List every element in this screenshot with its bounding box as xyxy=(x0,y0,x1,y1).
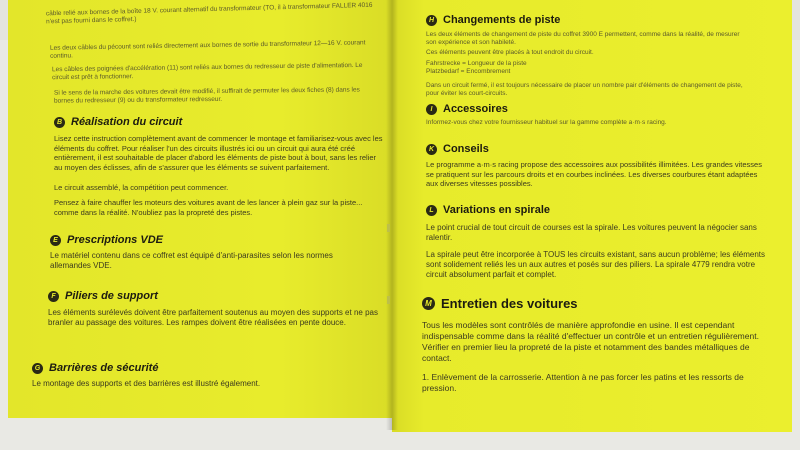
section-g-para-1: Le montage des supports et des barrières est illustré également. xyxy=(32,379,261,388)
section-l-para-1: Le point crucial de tout circuit de courses est la spirale. Les voitures peuvent la négocier sans ralentir. xyxy=(426,223,757,242)
section-m-title: Entretien des voitures xyxy=(441,296,578,311)
section-i-para-1: Informez-vous chez votre fournisseur habituel sur la gamme complète a·m·s racing. xyxy=(426,119,667,126)
section-k-badge: K xyxy=(426,144,437,155)
section-e-badge: E xyxy=(50,235,61,246)
section-h-title: Changements de piste xyxy=(443,14,561,26)
section-l-badge: L xyxy=(426,205,437,216)
section-m-item-1: 1. Enlèvement de la carrosserie. Attention à ne pas forcer les patins et les ressorts de pression. xyxy=(422,372,744,393)
section-e-title: Prescriptions VDE xyxy=(67,234,163,246)
heading-accessoires xyxy=(426,103,508,115)
section-f-badge: F xyxy=(48,291,59,302)
section-i-badge: I xyxy=(426,104,437,115)
heading-changements xyxy=(426,14,560,26)
section-m-para-1: Tous les modèles sont contrôlés de manière approfondie en usine. Il est cependant indispensable comme dans la réalité d'effectuer un contrôle et un entretien régulièrement. Vérifier en premier lieu la propreté de la piste et notamment des bandes métalliques de contact. xyxy=(422,320,759,363)
section-g-title: Barrières de sécurité xyxy=(49,362,159,374)
heading-barrieres xyxy=(32,362,158,374)
section-h-para-5: Dans un circuit fermé, il est toujours nécessaire de placer un nombre pair d'éléments de changement de piste, pour éviter les court-circuits. xyxy=(426,82,743,97)
section-l-para-2: La spirale peut être incorporée à TOUS les circuits existant, sans aucun problème; les éléments sont solidement reliés les un aux autres et posés sur des piliers. La spirale 4779 rendra votre circuit absolument parfait et complet. xyxy=(426,250,765,279)
heading-realisation xyxy=(54,116,182,128)
section-h-para-2: Ces éléments peuvent être placés à tout endroit du circuit. xyxy=(426,49,594,56)
section-b-para-2: Le circuit assemblé, la compétition peut commencer. xyxy=(54,183,229,192)
heading-entretien xyxy=(422,296,578,311)
heading-variations xyxy=(426,204,550,216)
section-m-badge: M xyxy=(422,297,435,310)
heading-conseils xyxy=(426,143,489,155)
section-b-title: Réalisation du circuit xyxy=(71,116,183,128)
stitch xyxy=(387,224,390,232)
section-h-badge: H xyxy=(426,15,437,26)
left-top-para-2: Les deux câbles du pécount sont reliés directement aux bornes de sortie du transformateur 12—16 V. courant continu. xyxy=(49,39,366,60)
section-e-para-1: Le matériel contenu dans ce coffret est équipé d'anti-parasites selon les normes allemandes VDE. xyxy=(50,251,333,270)
section-l-title: Variations en spirale xyxy=(443,204,550,216)
section-b-para-1: Lisez cette instruction complètement avant de commencer le montage et familiarisez-vous avec les éléments du coffret. Pour réaliser l'un des circuits illustrés ici ou un circuit qui aura été créé entièrement, il est souhaitable de placer d'abord les éléments de piste bout à bout, sans les relier au moyen des éclisses, afin de s'assurer que les éléments se suivent parfaitement. xyxy=(54,134,383,172)
section-h-para-1: Les deux éléments de changement de piste du coffret 3900 E permettent, comme dans la réalité, de mesurer son expérience et son habileté. xyxy=(426,31,740,46)
left-top-para-3: Les câbles des poignées d'accélération (11) sont reliés aux bornes du redresseur de piste d'alimentation. Le circuit est prêt à fonctionner. xyxy=(51,61,363,82)
section-g-badge: G xyxy=(32,363,43,374)
section-b-para-3: Pensez à faire chauffer les moteurs des voitures avant de les lancer à plein gaz sur la piste... comme dans la réalité. N'oubliez pas la propreté des pistes. xyxy=(54,198,363,217)
section-i-title: Accessoires xyxy=(443,103,508,115)
section-h-para-3: Fahrstrecke = Longueur de la piste xyxy=(426,60,527,67)
section-k-title: Conseils xyxy=(443,143,489,155)
section-k-para-1: Le programme a·m·s racing propose des accessoires aux possibilités illimitées. Les grandes vitesses se pratiquent sur les parcours droits et en courbes inclinées. Les diverses courbures étant adaptées aux diverses vitesses possibles. xyxy=(426,160,762,188)
heading-prescriptions xyxy=(50,234,163,246)
left-page xyxy=(8,0,396,418)
section-b-badge: B xyxy=(54,117,65,128)
right-page xyxy=(392,0,792,432)
stitch xyxy=(387,296,390,304)
section-f-title: Piliers de support xyxy=(65,290,158,302)
section-f-para-1: Les éléments surélevés doivent être parfaitement soutenus au moyen des supports et ne pas branler au passage des voitures. Les rampes doivent être réalisées en pente douce. xyxy=(48,308,378,327)
heading-piliers xyxy=(48,290,158,302)
left-top-para-4: Si le sens de la marche des voitures devait être modifié, il suffirait de permuter les deux fiches (8) dans les bornes du redresseur (9) ou du transformateur redresseur. xyxy=(53,86,360,105)
book-gutter xyxy=(386,0,398,430)
left-top-para-1: câble relié aux bornes de la boîte 18 V. courant alternatif du transformateur (TO, il à transformateur FALLER 4016 n'est pas fourni dans le coffret.) xyxy=(45,1,373,26)
section-h-para-4: Platzbedarf = Encombrement xyxy=(426,68,511,75)
